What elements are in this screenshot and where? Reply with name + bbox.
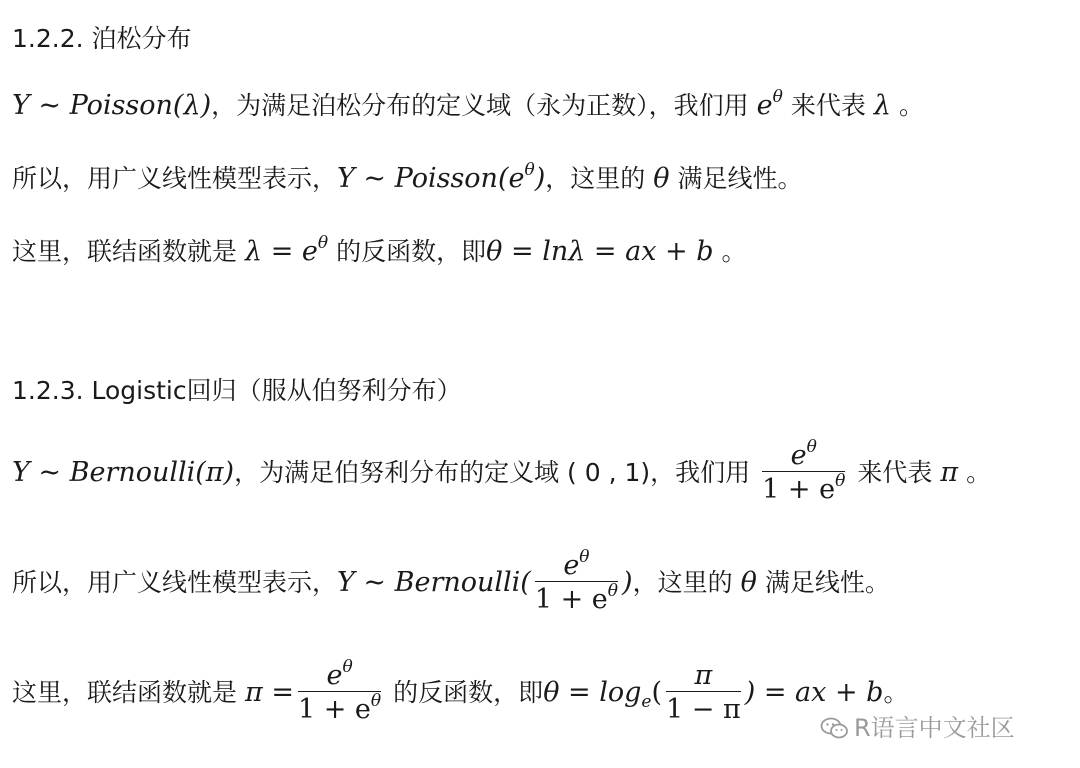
poisson-distribution-formula: Y ~ Poisson(λ) — [12, 90, 212, 121]
sigmoid-fraction: $\frac{e^\theta}{1 + e^\theta}$ — [762, 437, 846, 505]
poisson-line-1-text-a: ，为满足泊松分布的定义域（永为正数），我们用 — [211, 91, 749, 120]
sigmoid-fraction-glm: $\frac{e^\theta}{1 + e^\theta}$ — [534, 547, 619, 615]
logistic-line-3-text-b: 的反函数，即 — [393, 678, 544, 707]
poisson-line-3-end: 。 — [721, 237, 747, 266]
wechat-icon — [820, 716, 850, 740]
logistic-line-3 — [12, 657, 909, 725]
watermark-text: R语言中文社区 — [854, 714, 1015, 742]
watermark — [820, 708, 1015, 743]
bernoulli-distribution-formula: Y ~ Bernoulli(π) — [12, 457, 235, 488]
poisson-line-2-text-a: 所以，用广义线性模型表示， — [12, 164, 338, 193]
theta-symbol-logistic: θ — [740, 567, 757, 598]
pi-equals: π = — [245, 677, 294, 708]
logistic-line-2-text-c: 满足线性。 — [764, 568, 890, 597]
lambda-symbol: λ — [873, 90, 892, 121]
poisson-line-1-text-b: 来代表 — [790, 91, 866, 120]
section-heading-poisson: 1.2.2. 泊松分布 — [12, 24, 192, 53]
poisson-link-function: θ = lnλ = ax + b — [486, 236, 714, 267]
logistic-line-1-text-a: ，为满足伯努利分布的定义域 ( 0 , 1)，我们用 — [234, 458, 751, 487]
odds-fraction: $\frac{\pi}{1 - \pi}$ — [666, 660, 741, 725]
lambda-equals-e-theta: $\lambda = e^\theta$ — [245, 233, 329, 267]
bernoulli-glm-formula-end: ) — [622, 567, 633, 598]
poisson-line-2-text-b: ，这里的 — [545, 164, 646, 193]
logistic-line-1-text-b: 来代表 — [857, 458, 933, 487]
logistic-line-2 — [12, 547, 890, 615]
poisson-glm-formula: Y ~ $Poisson(e^\theta)$ — [337, 160, 546, 194]
e-theta-expression: $e^\theta$ — [756, 87, 783, 121]
section-heading-logistic: 1.2.3. Logistic回归（服从伯努利分布） — [12, 376, 462, 405]
pi-symbol: π — [940, 457, 959, 488]
logistic-line-1 — [12, 437, 992, 505]
logit-formula-end: ) = ax + b — [744, 677, 884, 708]
poisson-line-3 — [12, 233, 747, 267]
poisson-line-3-text-b: 的反函数，即 — [336, 237, 487, 266]
logit-formula: $\theta = \log_e$( — [543, 677, 663, 712]
sigmoid-fraction-link: $\frac{e^\theta}{1 + e^\theta}$ — [297, 657, 382, 725]
poisson-line-2 — [12, 160, 803, 194]
logistic-line-3-end: 。 — [883, 678, 909, 707]
bernoulli-glm-formula-start: Y ~ Bernoulli( — [337, 567, 531, 598]
poisson-line-1 — [12, 87, 925, 121]
poisson-line-3-text-a: 这里，联结函数就是 — [12, 237, 238, 266]
poisson-line-2-text-c: 满足线性。 — [677, 164, 803, 193]
logistic-line-1-end: 。 — [966, 458, 992, 487]
logistic-line-2-text-b: ，这里的 — [632, 568, 733, 597]
poisson-line-1-end: 。 — [899, 91, 925, 120]
logistic-line-2-text-a: 所以，用广义线性模型表示， — [12, 568, 338, 597]
theta-symbol: θ — [653, 163, 670, 194]
logistic-line-3-text-a: 这里，联结函数就是 — [12, 678, 238, 707]
